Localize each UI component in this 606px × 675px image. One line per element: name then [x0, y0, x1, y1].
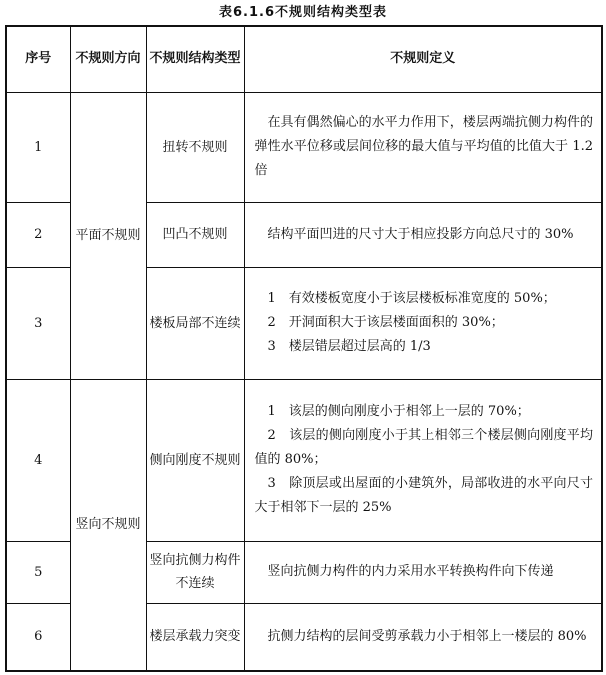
definition-line: 结构平面凹进的尺寸大于相应投影方向总尺寸的 30% [267, 226, 574, 242]
table-row [6, 379, 602, 541]
direction-vertical: 竖向不规则 [70, 379, 146, 671]
row-type: 凹凸不规则 [146, 202, 244, 267]
definition-line: 2 开洞面积大于该层楼面面积的 30%； [267, 315, 504, 330]
row-type: 扭转不规则 [146, 92, 244, 202]
irregular-structure-table [5, 25, 603, 672]
row-definition [244, 267, 602, 379]
table-caption: 表6.1.6不规则结构类型表 [218, 5, 387, 20]
row-definition [244, 379, 602, 541]
definition-line: 3 除顶层或出屋面的小建筑外，局部收进的水平向尺寸大于相邻下一层的 25% [254, 476, 593, 515]
direction-plan: 平面不规则 [70, 92, 146, 379]
row-index: 3 [6, 267, 70, 379]
definition-line: 在具有偶然偏心的水平力作用下，楼层两端抗侧力构件的弹性水平位移或层间位移的最大值与平均值的比值大于 1.2 倍 [254, 115, 593, 178]
row-type: 竖向抗侧力构件不连续 [146, 541, 244, 603]
row-type: 楼层承载力突变 [146, 603, 244, 671]
definition-line: 3 楼层错层超过层高的 1/3 [267, 339, 431, 354]
header-definition: 不规则定义 [244, 26, 602, 92]
row-index: 1 [6, 92, 70, 202]
definition-line: 1 有效楼板宽度小于该层楼板标准宽度的 50%； [267, 291, 556, 306]
definition-line: 竖向抗侧力构件的内力采用水平转换构件向下传递 [267, 564, 554, 579]
row-index: 5 [6, 541, 70, 603]
row-type: 楼板局部不连续 [146, 267, 244, 379]
header-type: 不规则结构类型 [146, 26, 244, 92]
row-definition [244, 541, 602, 603]
row-definition [244, 92, 602, 202]
table-row [6, 92, 602, 202]
header-direction: 不规则方向 [70, 26, 146, 92]
definition-line: 2 该层的侧向刚度小于其上相邻三个楼层侧向刚度平均值的 80%； [254, 428, 593, 467]
header-index: 序号 [6, 26, 70, 92]
row-definition [244, 202, 602, 267]
row-definition [244, 603, 602, 671]
row-index: 6 [6, 603, 70, 671]
row-index: 2 [6, 202, 70, 267]
row-index: 4 [6, 379, 70, 541]
header-row [6, 26, 602, 92]
definition-line: 1 该层的侧向刚度小于相邻上一层的 70%； [267, 404, 530, 419]
definition-line: 抗侧力结构的层间受剪承载力小于相邻上一楼层的 80% [267, 628, 587, 644]
row-type: 侧向刚度不规则 [146, 379, 244, 541]
